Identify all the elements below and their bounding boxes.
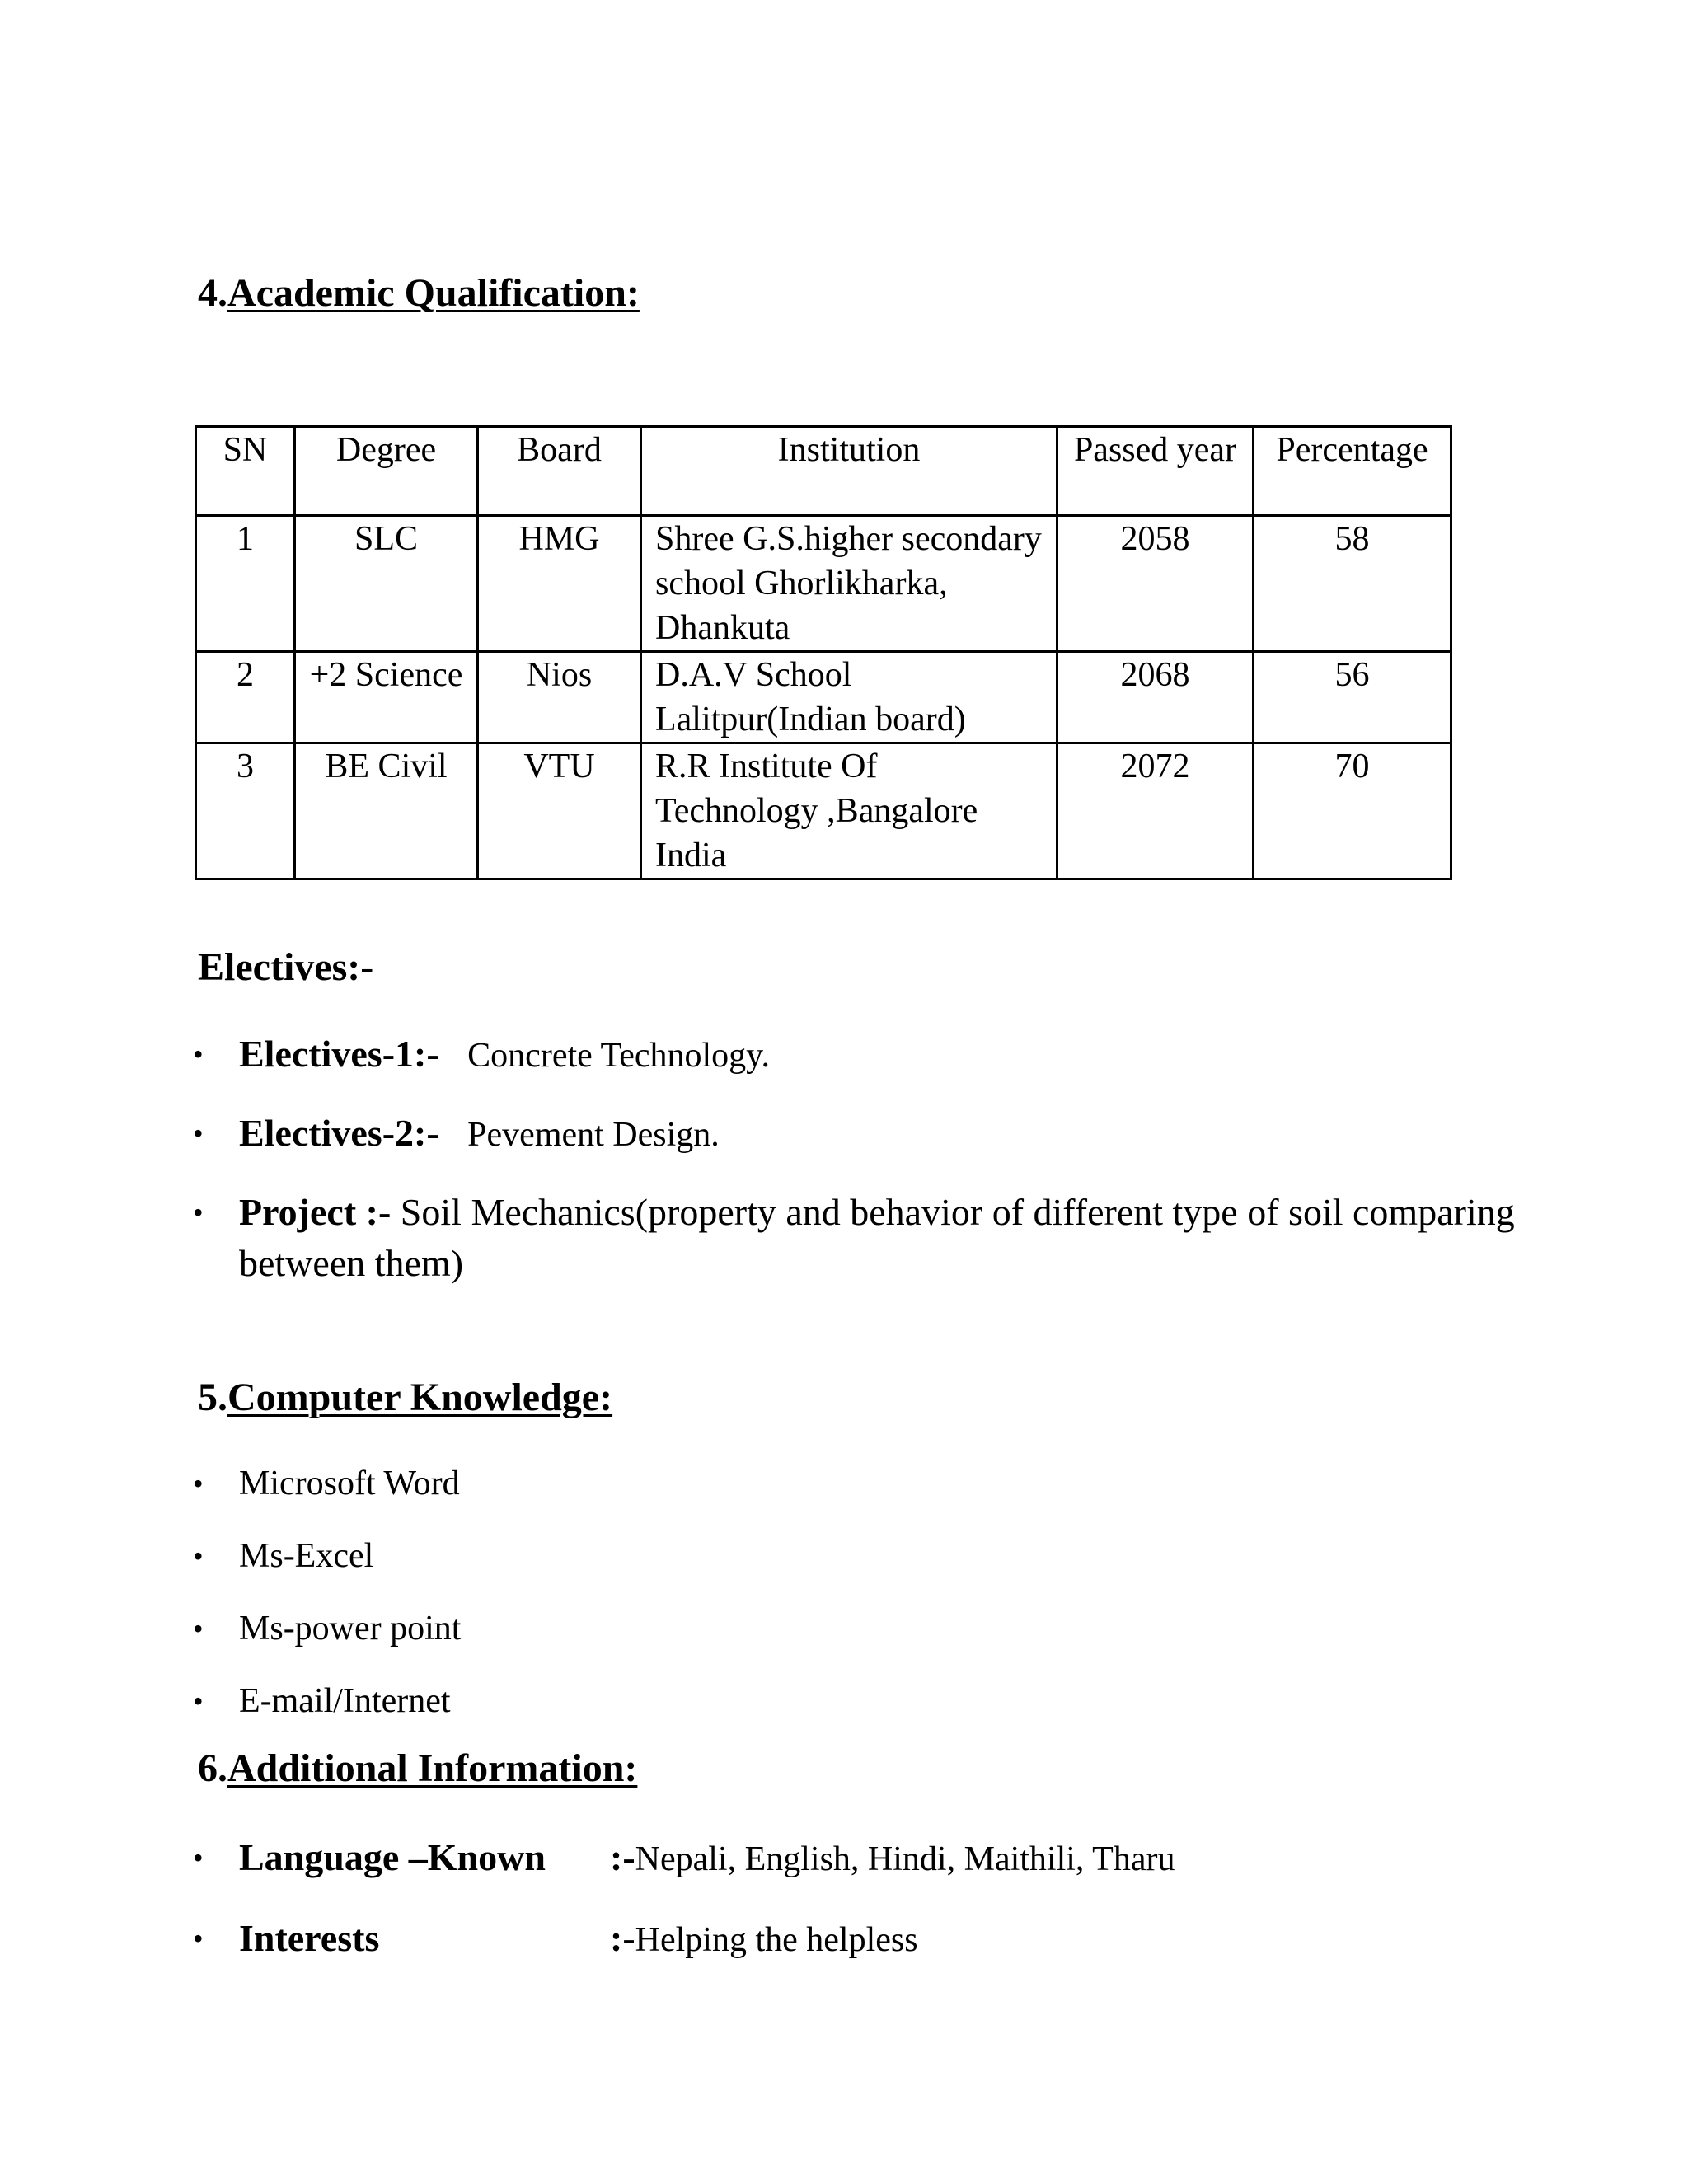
elective-label: Electives-1:-: [239, 1033, 439, 1075]
table-cell: 2058: [1057, 516, 1254, 652]
list-item: [193, 1520, 461, 1592]
list-item: [193, 1665, 461, 1737]
table-cell: D.A.V School Lalitpur(Indian board): [641, 652, 1057, 743]
bullet-icon: •: [193, 1038, 204, 1071]
additional-info-list: [193, 1818, 1175, 1980]
info-separator: :-: [610, 1836, 635, 1878]
list-item: [193, 1094, 1525, 1174]
skill-text: Microsoft Word: [239, 1465, 460, 1502]
skill-text: E-mail/Internet: [239, 1682, 451, 1720]
bullet-icon: •: [193, 1612, 204, 1645]
project-value: Soil Mechanics(property and behavior of different type of soil comparing between them): [239, 1191, 1515, 1284]
table-cell: +2 Science: [295, 652, 478, 743]
bullet-icon: •: [193, 1922, 204, 1955]
section-number: 4.: [198, 271, 227, 315]
header-cell: Passed year: [1057, 427, 1254, 516]
bullet-icon: •: [193, 1540, 204, 1572]
table-cell: 2072: [1057, 743, 1254, 879]
table-row: [196, 652, 1451, 743]
header-cell: SN: [196, 427, 295, 516]
section-number: 5.: [198, 1376, 227, 1419]
elective-value: Concrete Technology.: [467, 1037, 770, 1075]
info-separator: :-: [610, 1917, 635, 1959]
table-row: [196, 516, 1451, 652]
section-number: 6.: [198, 1746, 227, 1790]
table-cell: 3: [196, 743, 295, 879]
table-header-row: [196, 427, 1451, 516]
table-cell: 58: [1254, 516, 1451, 652]
skill-text: Ms-Excel: [239, 1537, 374, 1575]
table-row: [196, 743, 1451, 879]
bullet-icon: •: [193, 1685, 204, 1718]
section-heading-computer: [198, 1378, 612, 1418]
list-item: [193, 1818, 1175, 1899]
list-item: [193, 1015, 1525, 1094]
table-cell: Shree G.S.higher secondary school Ghorlikharka, Dhankuta: [641, 516, 1057, 652]
table-cell: HMG: [478, 516, 641, 652]
list-item: [193, 1899, 1175, 1980]
table-cell: Nios: [478, 652, 641, 743]
header-cell: Board: [478, 427, 641, 516]
table-cell: R.R Institute Of Technology ,Bangalore India: [641, 743, 1057, 879]
bullet-icon: •: [193, 1841, 204, 1874]
electives-heading-text: Electives:-: [198, 945, 374, 989]
computer-knowledge-list: [193, 1447, 462, 1737]
info-label: Interests: [239, 1917, 380, 1959]
electives-list: [193, 1015, 1525, 1289]
info-value: Nepali, English, Hindi, Maithili, Tharu: [635, 1840, 1175, 1878]
table-cell: 1: [196, 516, 295, 652]
info-value: Helping the helpless: [635, 1921, 918, 1959]
bullet-icon: •: [193, 1196, 204, 1229]
info-label: Language –Known: [239, 1836, 546, 1878]
project-label: Project :-: [239, 1191, 392, 1233]
elective-value: Pevement Design.: [467, 1116, 720, 1154]
table-cell: 2: [196, 652, 295, 743]
table-cell: SLC: [295, 516, 478, 652]
elective-label: Electives-2:-: [239, 1112, 439, 1154]
header-cell: Percentage: [1254, 427, 1451, 516]
skill-text: Ms-power point: [239, 1610, 462, 1647]
table-cell: 2068: [1057, 652, 1254, 743]
section-title: Academic Qualification:: [227, 271, 640, 315]
section-title: Additional Information:: [227, 1746, 638, 1790]
electives-heading: [198, 945, 374, 989]
table-cell: BE Civil: [295, 743, 478, 879]
table-cell: 56: [1254, 652, 1451, 743]
list-item: [193, 1187, 1525, 1289]
table-cell: 70: [1254, 743, 1451, 879]
section-heading-additional: [198, 1746, 638, 1790]
bullet-icon: •: [193, 1467, 204, 1500]
header-cell: Degree: [295, 427, 478, 516]
table-cell: VTU: [478, 743, 641, 879]
section-heading-academic: [198, 271, 640, 315]
list-item: [193, 1447, 461, 1520]
qualification-table: [195, 425, 1452, 880]
bullet-icon: •: [193, 1117, 204, 1150]
header-cell: Institution: [641, 427, 1057, 516]
list-item: [193, 1592, 462, 1665]
section-title: Computer Knowledge:: [227, 1376, 613, 1419]
